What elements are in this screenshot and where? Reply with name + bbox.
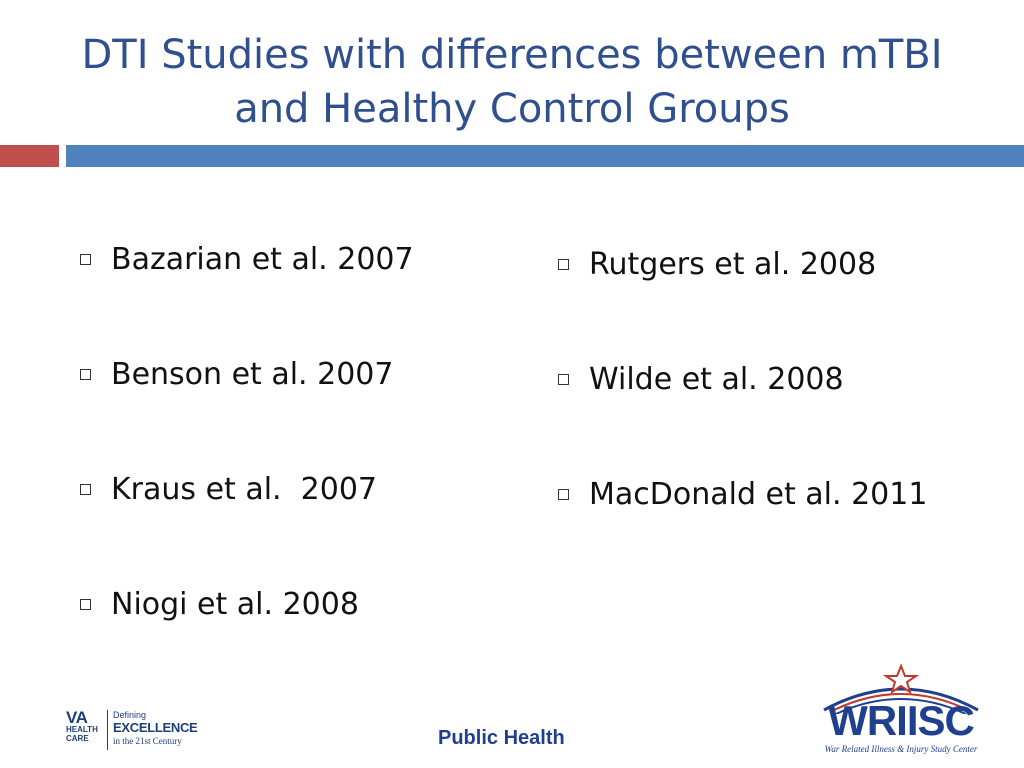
header-accent-bar-blue <box>66 145 1024 167</box>
list-item <box>80 470 414 508</box>
list-item-text: Rutgers et al. 2008 <box>589 246 877 282</box>
slide-title-line-1: DTI Studies with differences between mTBI <box>81 32 943 78</box>
left-bullet-list <box>80 240 414 700</box>
list-item-text: Bazarian et al. 2007 <box>111 241 414 277</box>
square-bullet-icon <box>80 254 91 265</box>
va-letters: VA <box>66 708 88 727</box>
square-bullet-icon <box>80 484 91 495</box>
va-wordmark <box>66 710 98 743</box>
square-bullet-icon <box>80 369 91 380</box>
square-bullet-icon <box>558 374 569 385</box>
list-item <box>80 585 414 623</box>
wriisc-name: WRIISC <box>828 697 974 744</box>
va-tagline <box>113 710 197 747</box>
va-health-care-logo <box>66 708 216 754</box>
list-item-text: Benson et al. 2007 <box>111 356 394 392</box>
va-health-text: HEALTH <box>66 725 98 734</box>
header-accent-bar-red <box>0 145 59 167</box>
list-item-text: Kraus et al. 2007 <box>111 471 378 507</box>
va-logo-divider <box>107 710 108 750</box>
square-bullet-icon <box>558 259 569 270</box>
right-bullet-list <box>558 245 927 590</box>
list-item-text: Wilde et al. 2008 <box>589 361 844 397</box>
list-item <box>558 475 927 513</box>
list-item <box>80 240 414 278</box>
va-excellence-text: EXCELLENCE <box>113 720 198 735</box>
list-item <box>558 245 927 283</box>
square-bullet-icon <box>558 489 569 500</box>
va-century-text: in the 21st Century <box>113 736 182 746</box>
slide-title-line-2: and Healthy Control Groups <box>234 86 790 132</box>
wriisc-subtitle: War Related Illness & Injury Study Center <box>824 744 978 754</box>
slide-title <box>40 28 984 136</box>
wriisc-logo <box>818 664 984 760</box>
list-item <box>80 355 414 393</box>
footer-text: Public Health <box>438 727 565 749</box>
list-item <box>558 360 927 398</box>
va-defining-text: Defining <box>113 710 147 720</box>
list-item-text: Niogi et al. 2008 <box>111 586 359 622</box>
square-bullet-icon <box>80 599 91 610</box>
list-item-text: MacDonald et al. 2011 <box>589 476 928 512</box>
va-care-text: CARE <box>66 734 89 743</box>
